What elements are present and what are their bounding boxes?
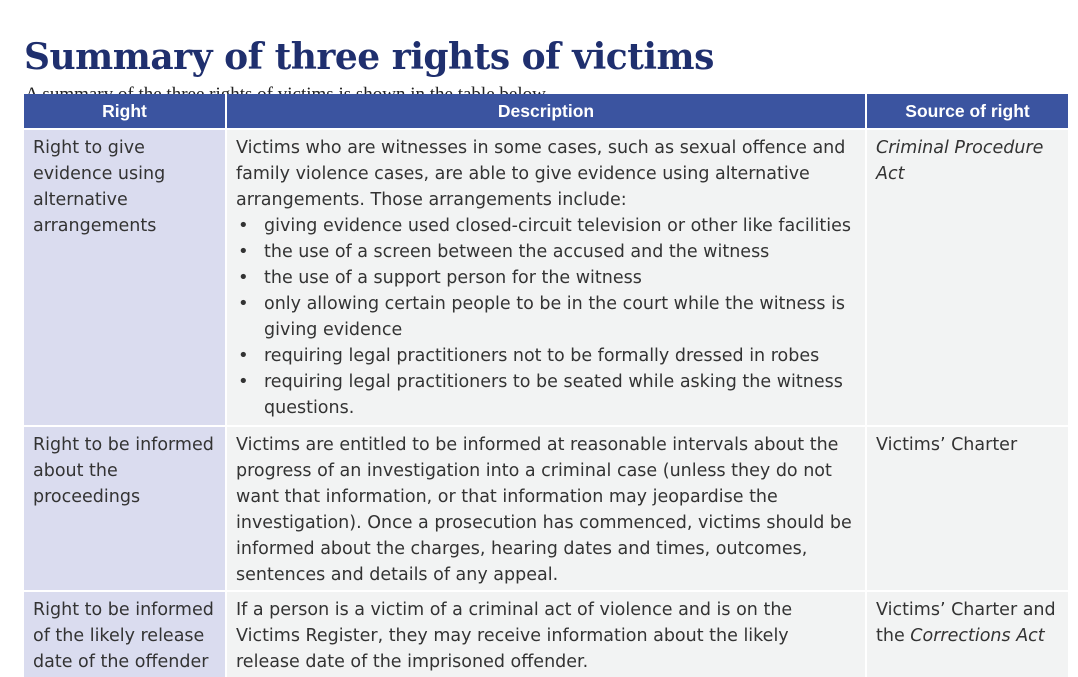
list-item: • requiring legal practitioners not to be formally dressed in robes — [236, 343, 857, 369]
list-item: • the use of a screen between the accused and the witness — [236, 239, 857, 265]
description-cell: If a person is a victim of a criminal act of violence and is on the Victims Register, they may receive information about the likely release date of the imprisoned offender. — [226, 591, 866, 677]
description-cell — [226, 129, 866, 426]
description-cell: Victims are entitled to be informed at reasonable intervals about the progress of an investigation into a criminal case (unless they do not want that information, or that information may jeopardise the investigation). Once a prosecution has commenced, victims should be informed about the charges, hearing dates and times, outcomes, sentences and details of any appeal. — [226, 426, 866, 591]
right-cell: Right to be informed of the likely release date of the offender — [24, 591, 226, 677]
source-cell: Victims’ Charter — [866, 426, 1068, 591]
right-cell: Right to be informed about the proceedings — [24, 426, 226, 591]
list-item: • requiring legal practitioners to be seated while asking the witness questions. — [236, 369, 857, 421]
table-row — [24, 591, 1068, 677]
header-source: Source of right — [866, 94, 1068, 129]
right-cell: Right to give evidence using alternative arrangements — [24, 129, 226, 426]
list-item: • giving evidence used closed-circuit television or other like facilities — [236, 213, 857, 239]
list-item: • only allowing certain people to be in the court while the witness is giving evidence — [236, 291, 857, 343]
description-intro: Victims who are witnesses in some cases, such as sexual offence and family violence cases, are able to give evidence using alternative arrangements. Those arrangements include: — [236, 138, 846, 210]
arrangements-list — [236, 213, 857, 421]
source-act: Corrections Act — [910, 626, 1045, 646]
table-header-row — [24, 94, 1068, 129]
source-cell: Criminal Procedure Act — [866, 129, 1068, 426]
header-description: Description — [226, 94, 866, 129]
table-row — [24, 426, 1068, 591]
list-item: • the use of a support person for the witness — [236, 265, 857, 291]
source-cell — [866, 591, 1068, 677]
page-title: Summary of three rights of victims — [24, 36, 714, 79]
rights-table — [24, 94, 1068, 677]
source-text: Victims’ Charter and the — [876, 600, 1056, 646]
table-row — [24, 129, 1068, 426]
header-right: Right — [24, 94, 226, 129]
